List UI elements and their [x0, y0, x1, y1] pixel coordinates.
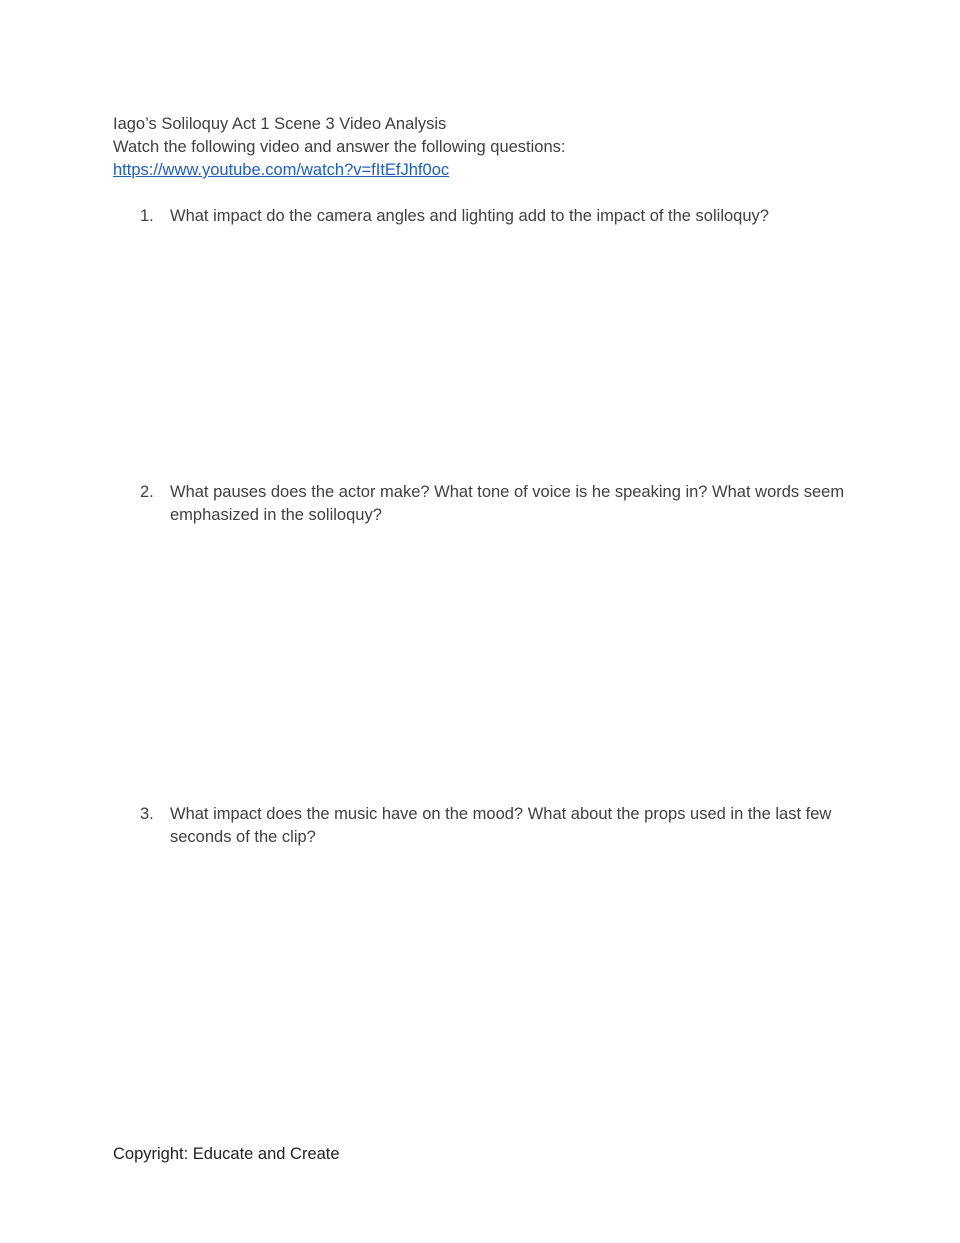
- question-3-number: 3.: [140, 805, 154, 823]
- question-2-text: What pauses does the actor make? What tone of voice is he speaking in? What words seem emphasized in the soliloquy?: [170, 483, 845, 524]
- worksheet-instructions: Watch the following video and answer the following questions:: [113, 138, 566, 156]
- video-link[interactable]: https://www.youtube.com/watch?v=fItEfJhf0oc: [113, 161, 450, 179]
- question-3-text: What impact does the music have on the mood? What about the props used in the last few seconds of the clip?: [170, 805, 832, 846]
- worksheet-title: Iago’s Soliloquy Act 1 Scene 3 Video Analysis: [113, 115, 447, 133]
- question-1-text: What impact do the camera angles and lighting add to the impact of the soliloquy?: [170, 207, 769, 225]
- question-2-number: 2.: [140, 483, 154, 501]
- question-1-number: 1.: [140, 207, 154, 225]
- copyright-footer: Copyright: Educate and Create: [113, 1145, 340, 1163]
